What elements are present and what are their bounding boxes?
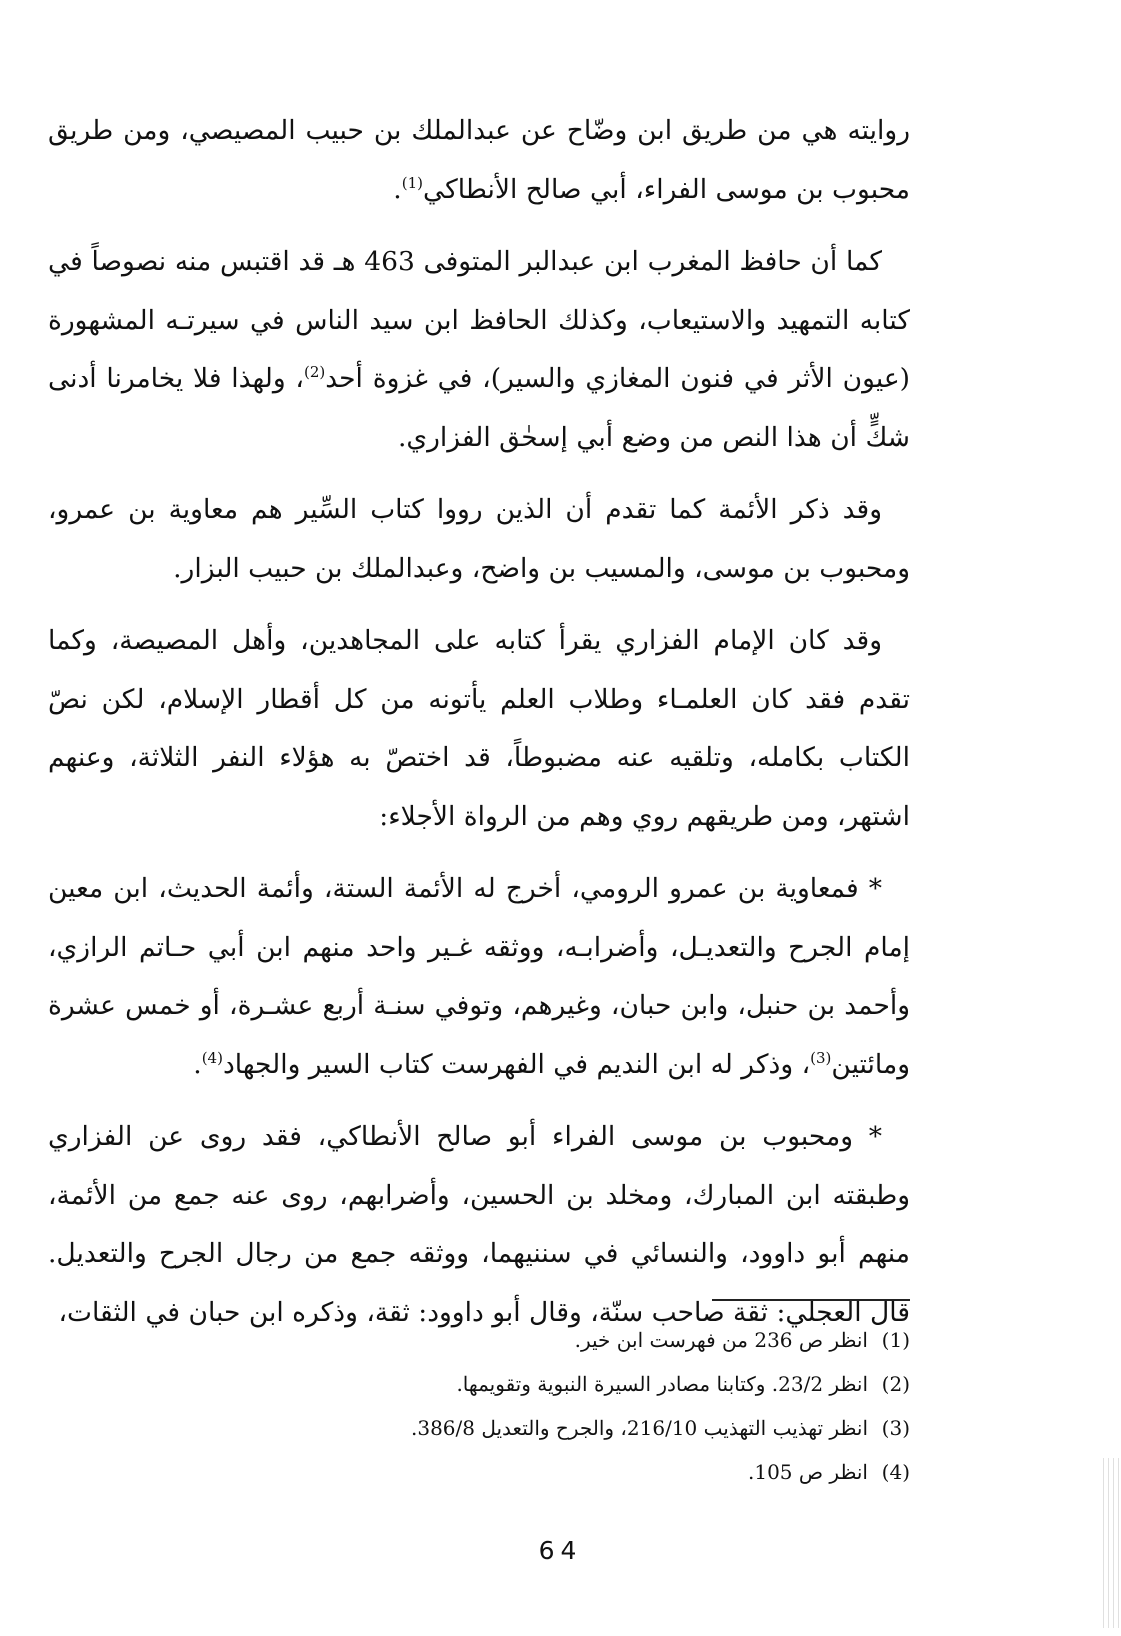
footnote-ref-2: (2) (303, 363, 326, 382)
footnote-number: (4) (881, 1460, 910, 1484)
paragraph-tail: . (393, 173, 402, 205)
footnote-1 (220, 1318, 910, 1362)
paragraph-4 (48, 612, 910, 846)
footnote-number: (1) (881, 1328, 910, 1352)
paragraph-text: روايته هي من طريق ابن وضّاح عن عبدالملك بن حبيب المصيصي، ومن طريق محبوب بن موسى الفراء، أبي صالح الأنطاكي (48, 115, 910, 205)
footnotes (220, 1318, 910, 1494)
footnote-text: انظر تهذيب التهذيب 216/10، والجرح والتعديل 386/8. (410, 1416, 868, 1440)
main-text (48, 102, 910, 1356)
footnote-ref-4: (4) (201, 1048, 223, 1067)
footnote-ref-3: (3) (810, 1048, 832, 1067)
paragraph-1 (48, 102, 910, 219)
paragraph-3 (48, 481, 910, 598)
footnote-number: (2) (881, 1372, 910, 1396)
paragraph-tail: ، ولهذا فلا يخامرنا أدنى شكٍّ أن هذا النص من وضع أبي إسحٰق الفزاري. (48, 363, 910, 453)
footnote-divider (712, 1299, 910, 1301)
paragraph-tail: ، وذكر له ابن النديم في الفهرست كتاب السير والجهاد (222, 1048, 811, 1080)
paragraph-text: وقد ذكر الأئمة كما تقدم أن الذين رووا كتاب السِّير هم معاوية بن عمرو، ومحبوب بن موسى، والمسيب بن واضح، وعبدالملك بن حبيب البزار. (48, 494, 910, 584)
footnote-text: انظر ص 105. (747, 1460, 868, 1484)
paragraph-text: * فمعاوية بن عمرو الرومي، أخرج له الأئمة الستة، وأئمة الحديث، ابن معين إمام الجرح والتعديـل، وأضرابـه، ووثقه غـير واحد منهم ابن أبي حـاتم الرازي، وأحمد بن حنبل، وابن حبان، وغيرهم، وتوفي سنـة أربع عشـرة، أو خمس عشرة ومائتين (48, 873, 910, 1080)
paragraph-6 (48, 1108, 910, 1342)
paragraph-5 (48, 860, 910, 1094)
paragraph-2 (48, 233, 910, 467)
footnote-3 (220, 1406, 910, 1450)
footnote-ref-1: (1) (401, 173, 423, 192)
page-number: 64 (538, 1536, 583, 1565)
paragraph-text: كما أن حافظ المغرب ابن عبدالبر المتوفى 463 هـ قد اقتبس منه نصوصاً في كتابه التمهيد والاستيعاب، وكذلك الحافظ ابن سيد الناس في سيرتـه المشهورة (عيون الأثر في فنون المغازي والسير)، في غزوة أحد (48, 246, 910, 394)
footnote-4 (220, 1450, 910, 1494)
paragraph-tail-2: . (193, 1048, 202, 1080)
scan-edge-artifact (1099, 1458, 1119, 1628)
footnote-text: انظر ص 236 من فهرست ابن خير. (574, 1328, 868, 1352)
footnote-2 (220, 1362, 910, 1406)
footnote-number: (3) (881, 1416, 910, 1440)
paragraph-text: * ومحبوب بن موسى الفراء أبو صالح الأنطاكي، فقد روى عن الفزاري وطبقته ابن المبارك، ومخلد بن الحسين، وأضرابهم، روى عنه جمع من الأئمة، منهم أبو داوود، والنسائي في سننيهما، ووثقه جمع من رجال الجرح والتعديل. قال العجلي: ثقة صاحب سنّة، وقال أبو داوود: ثقة، وذكره ابن حبان في الثقات، (48, 1121, 910, 1328)
footnote-text: انظر 23/2. وكتابنا مصادر السيرة النبوية وتقويمها. (456, 1372, 868, 1396)
paragraph-text: وقد كان الإمام الفزاري يقرأ كتابه على المجاهدين، وأهل المصيصة، وكما تقدم فقد كان العلمـاء وطلاب العلم يأتونه من كل أقطار الإسلام، لكن نصّ الكتاب بكامله، وتلقيه عنه مضبوطاً، قد اختصّ به هؤلاء النفر الثلاثة، وعنهم اشتهر، ومن طريقهم روي وهم من الرواة الأجلاء: (48, 625, 910, 832)
